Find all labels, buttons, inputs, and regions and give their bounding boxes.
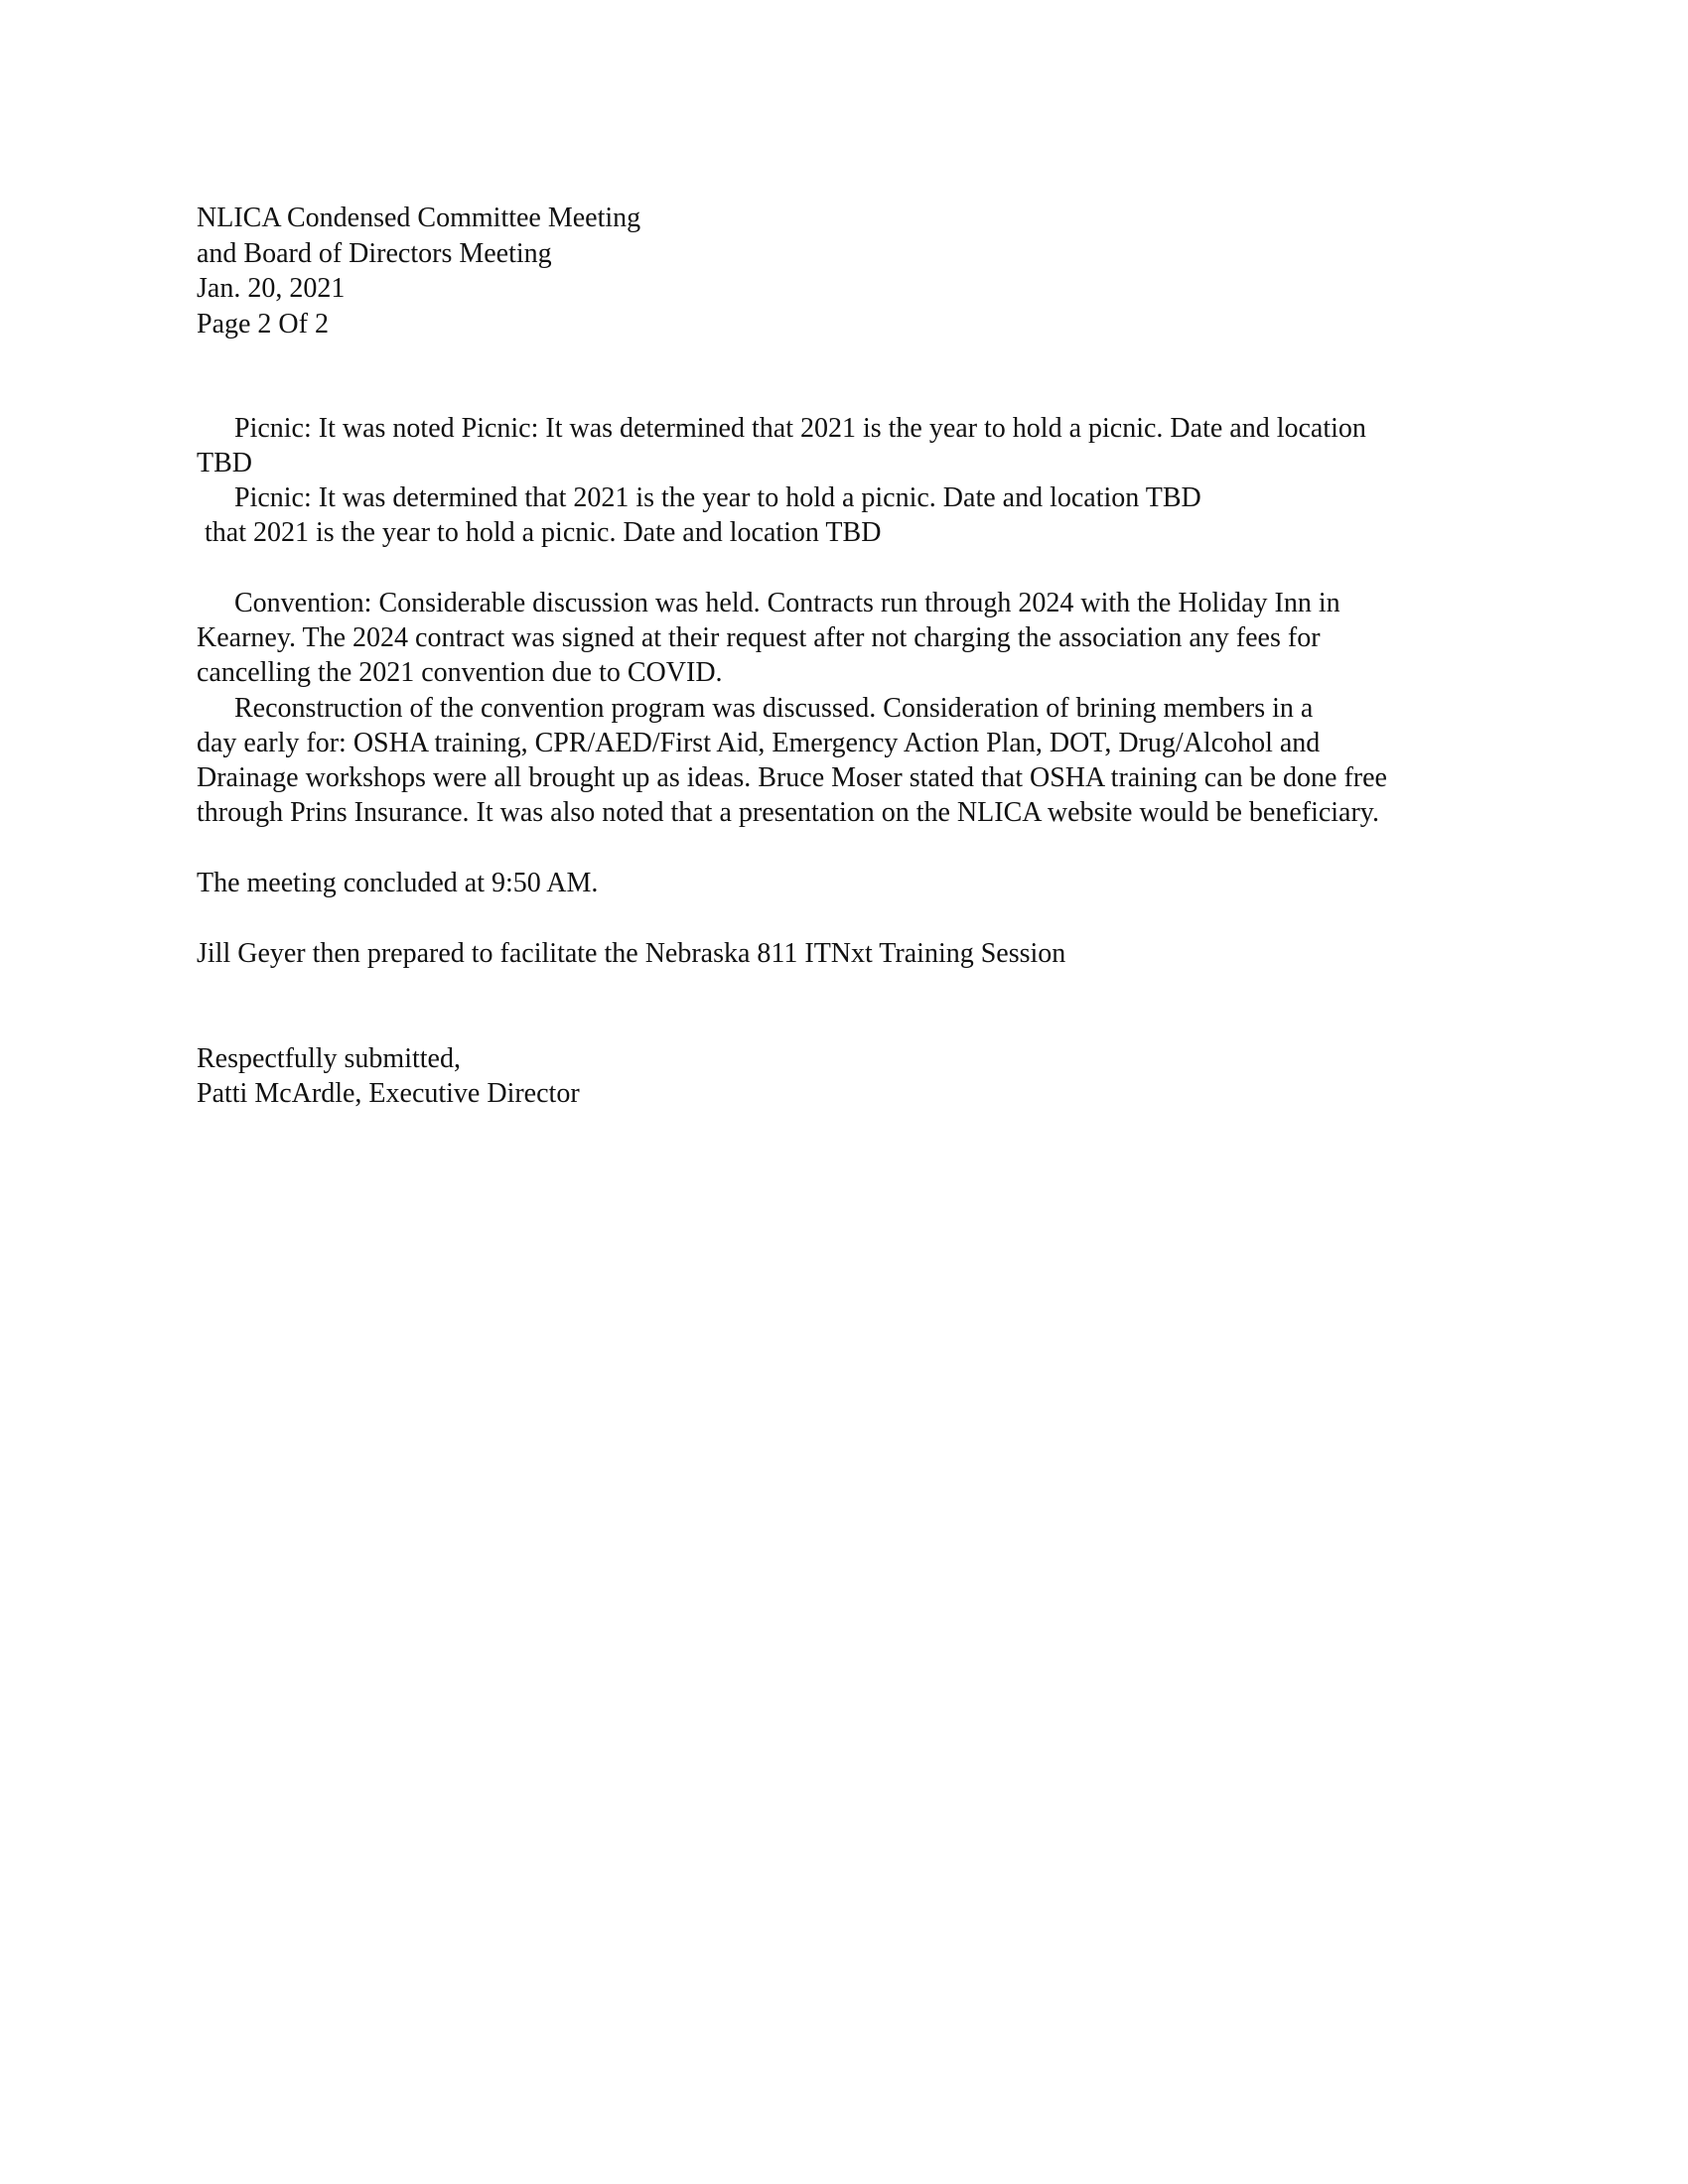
header-title-line2: and Board of Directors Meeting — [197, 238, 552, 269]
signoff-signer: Patti McArdle, Executive Director — [197, 1078, 580, 1109]
convention-paragraph-line3: cancelling the 2021 convention due to COVID. — [197, 657, 723, 688]
header-date: Jan. 20, 2021 — [197, 273, 346, 304]
followup-note: Jill Geyer then prepared to facilitate the Nebraska 811 ITNxt Training Session — [197, 938, 1066, 969]
convention-paragraph-line7: through Prins Insurance. It was also noted that a presentation on the NLICA website would be beneficiary. — [197, 797, 1379, 828]
picnic-paragraph-line3: Picnic: It was determined that 2021 is the year to hold a picnic. Date and location TBD — [234, 482, 1201, 513]
header-title-line1: NLICA Condensed Committee Meeting — [197, 203, 641, 233]
picnic-paragraph-line1: Picnic: It was noted Picnic: It was determined that 2021 is the year to hold a picnic. Date and location — [234, 413, 1366, 444]
convention-paragraph-line1: Convention: Considerable discussion was held. Contracts run through 2024 with the Holiday Inn in — [234, 588, 1340, 618]
picnic-paragraph-line2: TBD — [197, 448, 252, 478]
header-page-number: Page 2 Of 2 — [197, 309, 329, 340]
signoff-closing: Respectfully submitted, — [197, 1043, 461, 1074]
picnic-paragraph-line4: that 2021 is the year to hold a picnic. Date and location TBD — [205, 517, 882, 548]
convention-paragraph-line2: Kearney. The 2024 contract was signed at their request after not charging the association any fees for — [197, 622, 1321, 653]
convention-paragraph-line4: Reconstruction of the convention program was discussed. Consideration of brining members in a — [234, 693, 1314, 724]
convention-paragraph-line6: Drainage workshops were all brought up as ideas. Bruce Moser stated that OSHA training can be done free — [197, 762, 1387, 793]
convention-paragraph-line5: day early for: OSHA training, CPR/AED/First Aid, Emergency Action Plan, DOT, Drug/Alcohol and — [197, 728, 1321, 758]
meeting-conclusion: The meeting concluded at 9:50 AM. — [197, 868, 599, 898]
